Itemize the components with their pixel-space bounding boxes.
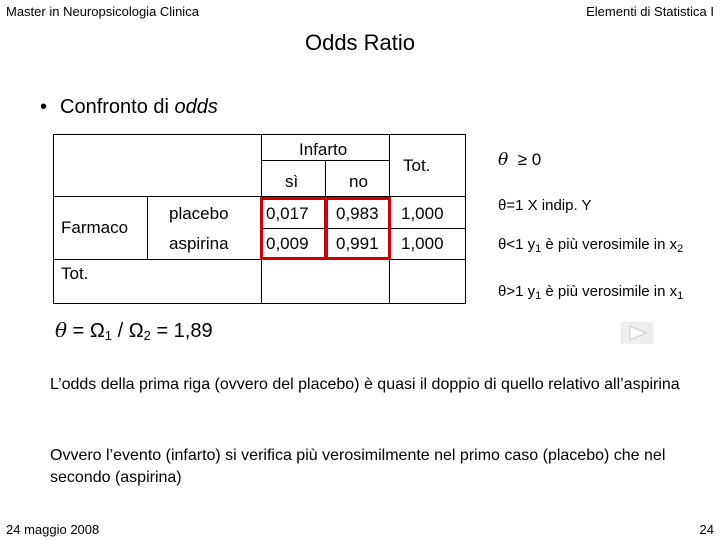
paragraph-event-likelihood: Ovvero l’evento (infarto) si verifica più verosimilmente nel primo caso (placebo) che nel secondo (aspirina)	[50, 447, 666, 486]
farmaco-label: Farmaco	[61, 218, 129, 237]
cell-placebo-tot: 1,000	[401, 204, 444, 223]
side-note-1: θ=1 X indip. Y	[498, 197, 592, 214]
paragraph-odds-comparison: L’odds della prima riga (ovvero del placebo) è quasi il doppio di quello relativo all’aspirina	[50, 376, 680, 393]
odds-ratio-formula: $\theta = \Omega_1 / \Omega_2 = 1,89$	[55, 318, 213, 343]
footer-date: 24 maggio 2008	[6, 522, 100, 537]
tot-row-label: Tot.	[61, 264, 89, 283]
bullet-text: Confronto di	[60, 96, 175, 118]
cell-placebo-no: 0,983	[336, 204, 379, 223]
cell-aspirina-no: 0,991	[336, 234, 379, 253]
header-right: Elementi di Statistica I	[586, 4, 714, 19]
cell-aspirina-tot: 1,000	[401, 234, 444, 253]
bullet-emph: odds	[174, 96, 218, 118]
contingency-table	[53, 134, 466, 304]
side-note-3: θ>1 $y_1$ è più verosimile in $x_1$	[498, 283, 684, 302]
cell-aspirina-si: 0,009	[266, 234, 309, 253]
si-header: sì	[285, 172, 299, 191]
header-left: Master in Neuropsicologia Clinica	[6, 4, 199, 19]
row-label-placebo: placebo	[169, 204, 229, 223]
highlight-si-column	[260, 197, 327, 260]
bullet-item	[40, 96, 218, 119]
tot-col-header: Tot.	[403, 156, 431, 175]
cell-placebo-si: 0,017	[266, 204, 309, 223]
highlight-no-column	[325, 197, 391, 260]
no-header: no	[349, 172, 368, 191]
infarto-header: Infarto	[299, 140, 348, 159]
theta-condition: θ ≥ 0	[498, 150, 542, 170]
slide-title: Odds Ratio	[304, 30, 416, 55]
page-number: 24	[699, 522, 714, 537]
bullet-dot-icon: •	[40, 96, 48, 118]
side-note-2: θ<1 $y_1$ è più verosimile in $x_2$	[498, 236, 684, 255]
row-label-aspirina: aspirina	[169, 234, 229, 253]
play-button[interactable]	[621, 322, 653, 344]
play-icon	[621, 322, 653, 344]
